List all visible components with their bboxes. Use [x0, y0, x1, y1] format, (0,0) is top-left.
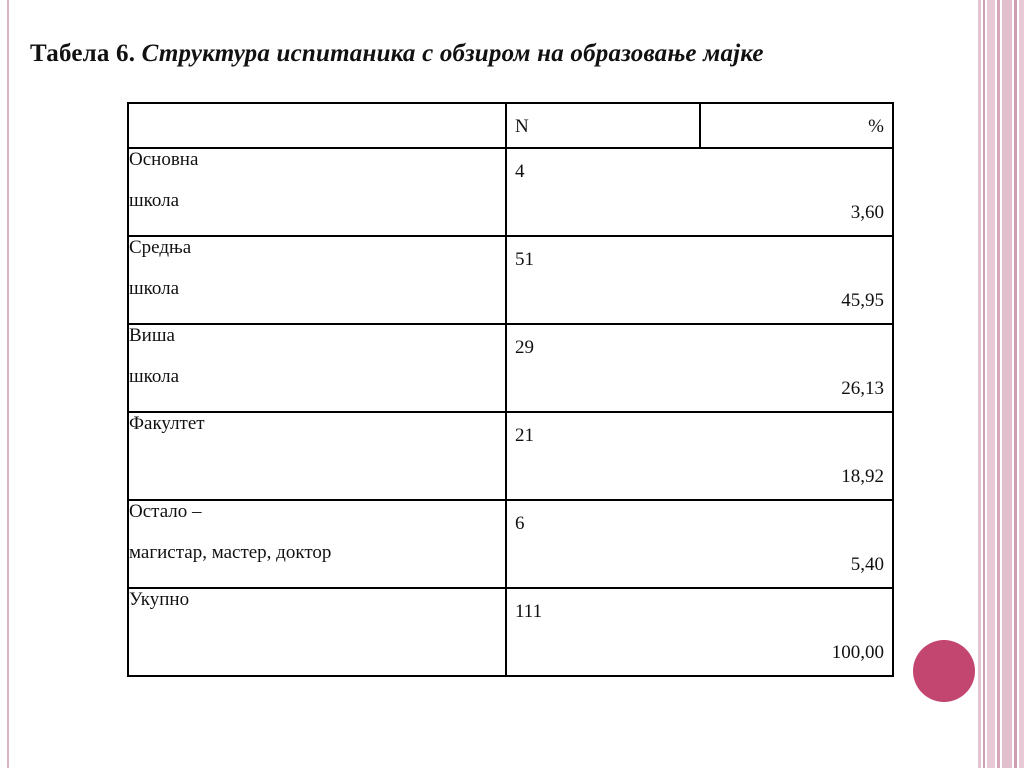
- title-prefix: Табела 6.: [30, 40, 136, 67]
- row-percent-value: 45,95: [841, 290, 884, 311]
- header-percent-cell: %: [700, 103, 893, 148]
- row-label-cell: [128, 324, 506, 412]
- row-label-line2: школа: [129, 278, 180, 299]
- row-percent-value: 100,00: [831, 642, 884, 663]
- row-n-value: 51: [515, 249, 534, 270]
- row-label-line2: школа: [129, 190, 180, 211]
- row-label-line1: Укупно: [129, 589, 190, 610]
- row-label-cell: [128, 412, 506, 500]
- slide-title: [30, 40, 764, 68]
- row-label-line1: Виша: [129, 325, 175, 346]
- row-n-value: 4: [515, 161, 525, 182]
- row-n-value: 29: [515, 337, 534, 358]
- right-stripe-decoration: [978, 0, 981, 768]
- row-value-cell: [506, 412, 893, 500]
- row-n-value: 21: [515, 425, 534, 446]
- row-label-line2: школа: [129, 366, 180, 387]
- table-row-total: [128, 588, 893, 676]
- header-n-cell: N: [506, 103, 700, 148]
- row-percent-value: 26,13: [841, 378, 884, 399]
- row-n-value: 6: [515, 513, 525, 534]
- row-label-cell: [128, 588, 506, 676]
- decorative-circle: [913, 640, 975, 702]
- right-stripe-decoration: [1014, 0, 1017, 768]
- right-stripe-decoration: [983, 0, 985, 768]
- table-row: [128, 148, 893, 236]
- row-percent-value: 3,60: [850, 202, 884, 223]
- left-border-decoration: [7, 0, 9, 768]
- right-stripe-decoration: [987, 0, 995, 768]
- row-value-cell: [506, 148, 893, 236]
- row-label-cell: [128, 236, 506, 324]
- table-row: [128, 236, 893, 324]
- right-stripe-decoration: [1002, 0, 1012, 768]
- row-label-line1: Средња: [129, 237, 192, 258]
- row-value-cell: [506, 588, 893, 676]
- title-caption: Структура испитаника с обзиром на образовање мајке: [141, 40, 764, 67]
- row-label-line1: Основна: [129, 149, 199, 170]
- row-label-line2: [129, 620, 505, 661]
- row-label-cell: [128, 500, 506, 588]
- right-stripe-decoration: [1019, 0, 1024, 768]
- row-value-cell: [506, 324, 893, 412]
- row-percent-value: 5,40: [850, 554, 884, 575]
- education-table: [127, 102, 894, 677]
- row-n-value: 111: [515, 601, 543, 622]
- row-label-cell: [128, 148, 506, 236]
- row-label-line2: магистар, мастер, доктор: [129, 542, 332, 563]
- row-label-line1: Остало –: [129, 501, 202, 522]
- row-label-line1: Факултет: [129, 413, 205, 434]
- row-label-line2: [129, 444, 505, 485]
- table-row: [128, 500, 893, 588]
- table-row: [128, 412, 893, 500]
- row-value-cell: [506, 500, 893, 588]
- right-stripe-decoration: [997, 0, 1000, 768]
- row-value-cell: [506, 236, 893, 324]
- table-row: [128, 324, 893, 412]
- row-percent-value: 18,92: [841, 466, 884, 487]
